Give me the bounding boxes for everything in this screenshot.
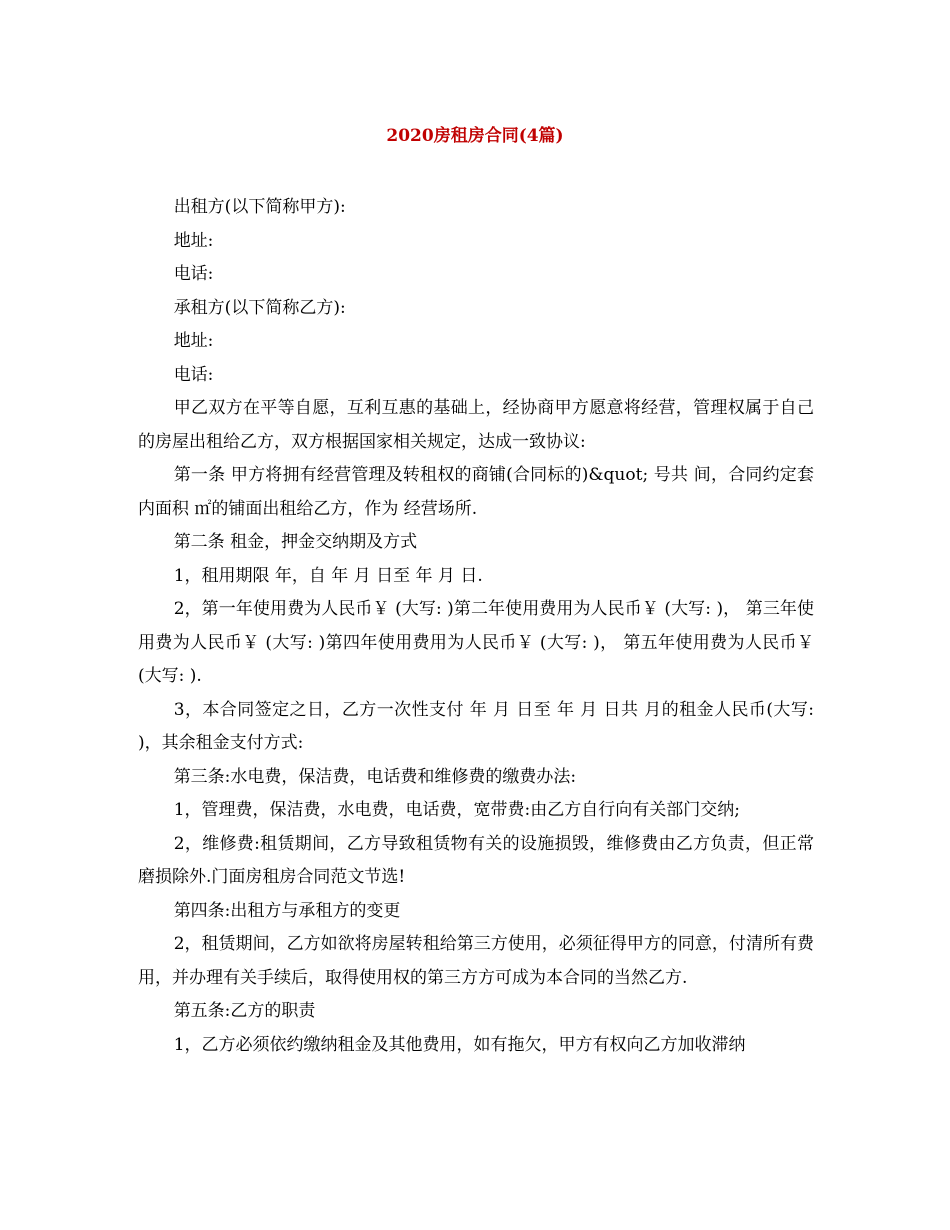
- article-3-item-1: 1，管理费，保洁费，水电费，电话费，宽带费:由乙方自行向有关部门交纳;: [173, 800, 740, 820]
- article-2-item-2: 2，第一年使用费为人民币￥ (大写: )第二年使用费用为人民币￥ (大写: )， 第三年使用费为人民币￥ (大写: )第四年使用费用为人民币￥ (大写: )， 第五年使用费为人民币￥ (大写: ).: [138, 599, 814, 686]
- lessor-phone-line: 电话:: [173, 264, 214, 284]
- article-2-item-3: 3，本合同签定之日，乙方一次性支付 年 月 日至 年 月 日共 月的租金人民币(大写: )，其余租金支付方式:: [138, 699, 814, 753]
- article-3-item-2: 2，维修费:租赁期间，乙方导致租赁物有关的设施损毁，维修费由乙方负责，但正常磨损除外.门面房租房合同范文节选!: [138, 833, 814, 887]
- document-title: 2020房租房合同(4篇): [386, 126, 564, 146]
- lessor-line: 出租方(以下简称甲方):: [173, 197, 346, 217]
- document-body: [138, 191, 814, 1062]
- lessor-address-line: 地址:: [173, 230, 214, 251]
- lessee-line: 承租方(以下简称乙方):: [173, 297, 346, 318]
- preamble-paragraph: 甲乙双方在平等自愿，互利互惠的基础上，经协商甲方愿意将经营，管理权属于自己的房屋出租给乙方，双方根据国家相关规定，达成一致协议:: [138, 398, 814, 452]
- article-5-heading: 第五条:乙方的职责: [173, 1001, 316, 1021]
- article-3-heading: 第三条:水电费，保洁费，电话费和维修费的缴费办法:: [173, 766, 577, 787]
- article-5-item-1: 1，乙方必须依约缴纳租金及其他费用，如有拖欠，甲方有权向乙方加收滞纳: [173, 1034, 746, 1055]
- article-2-heading: 第二条 租金，押金交纳期及方式: [173, 532, 418, 552]
- lessee-phone-line: 电话:: [173, 364, 214, 385]
- lessee-address-line: 地址:: [173, 331, 214, 351]
- article-4-heading: 第四条:出租方与承租方的变更: [173, 900, 401, 921]
- article-1-paragraph: 第一条 甲方将拥有经营管理及转租权的商铺(合同标的)&quot; 号共 间，合同约定套内面积 ㎡的铺面出租给乙方，作为 经营场所.: [138, 465, 814, 519]
- article-2-item-1: 1，租用期限 年，自 年 月 日至 年 月 日.: [173, 565, 483, 586]
- article-4-item-2: 2，租赁期间，乙方如欲将房屋转租给第三方使用，必须征得甲方的同意，付清所有费用，并办理有关手续后，取得使用权的第三方方可成为本合同的当然乙方.: [138, 934, 814, 988]
